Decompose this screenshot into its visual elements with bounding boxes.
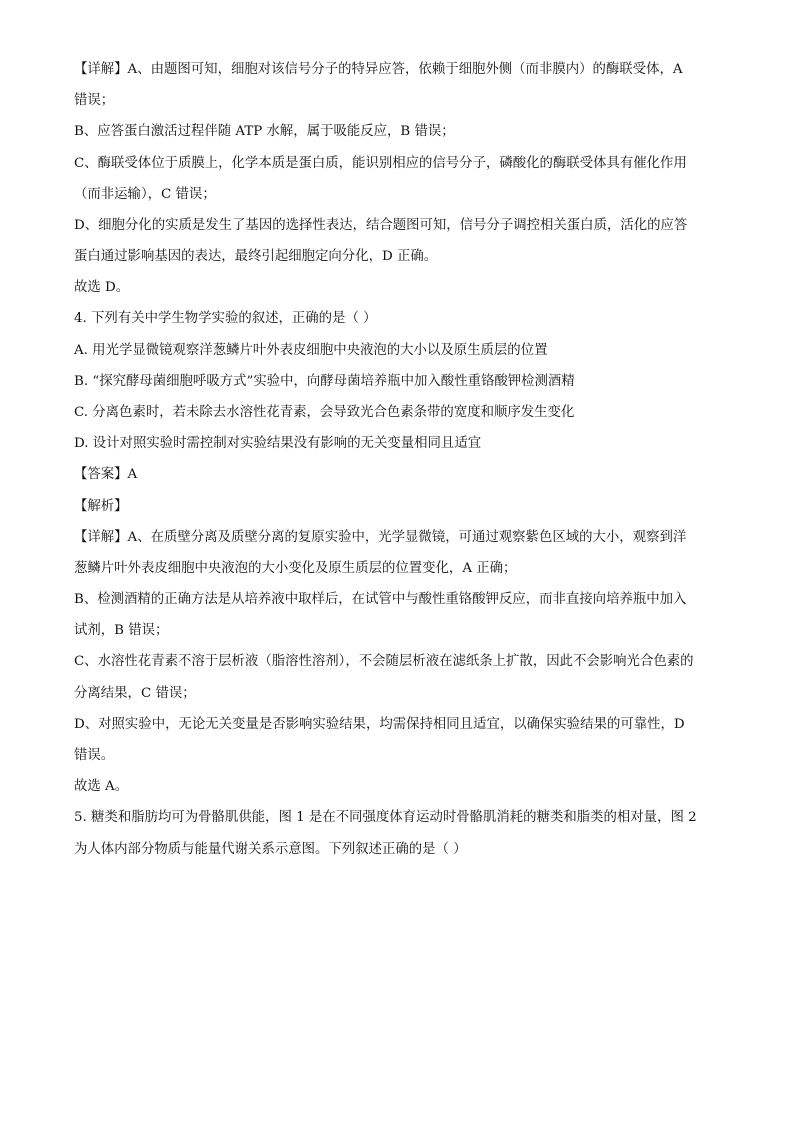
option-a: A. 用光学显微镜观察洋葱鳞片叶外表皮细胞中央液泡的大小以及原生质层的位置 <box>74 343 548 358</box>
text-line: C、水溶性花青素不溶于层析液（脂溶性溶剂），不会随层析液在滤纸条上扩散，因此不会影响光合色素的 <box>74 654 694 669</box>
text-line: 试剂，B 错误； <box>74 623 169 638</box>
text-line: （而非运输），C 错误； <box>74 187 216 202</box>
text-line: D、细胞分化的实质是发生了基因的选择性表达，结合题图可知，信号分子调控相关蛋白质，活化的应答 <box>74 218 688 233</box>
text-line: C、酶联受体位于质膜上，化学本质是蛋白质，能识别相应的信号分子，磷酸化的酶联受体具有催化作用 <box>74 156 687 171</box>
text-line: 【详解】A、由题图可知，细胞对该信号分子的特异应答，依赖于细胞外侧（而非膜内）的酶联受体，A <box>74 62 683 77</box>
text-line: B、应答蛋白激活过程伴随 ATP 水解，属于吸能反应，B 错误； <box>74 124 455 139</box>
text-line: 为人体内部分物质与能量代谢关系示意图。下列叙述正确的是（ ） <box>74 842 467 857</box>
question-stem: 4. 下列有关中学生物学实验的叙述，正确的是（ ） <box>74 311 377 326</box>
text-line: 错误。 <box>74 748 115 763</box>
option-b: B. “探究酵母菌细胞呼吸方式”实验中，向酵母菌培养瓶中加入酸性重铬酸钾检测酒精 <box>74 374 575 389</box>
text-line: 分离结果，C 错误； <box>74 686 196 701</box>
text-line: 故选 D。 <box>74 280 130 295</box>
answer-label: 【答案】A <box>74 467 138 482</box>
text-line: 故选 A。 <box>74 779 129 794</box>
text-line: B、检测酒精的正确方法是从培养液中取样后，在试管中与酸性重铬酸钾反应，而非直接向培养瓶中加入 <box>74 592 687 607</box>
text-line: 错误； <box>74 93 115 108</box>
option-c: C. 分离色素时，若未除去水溶性花青素，会导致光合色素条带的宽度和顺序发生变化 <box>74 405 575 420</box>
text-line: 蛋白通过影响基因的表达，最终引起细胞定向分化，D 正确。 <box>74 249 438 264</box>
option-d: D. 设计对照实验时需控制对实验结果没有影响的无关变量相同且适宜 <box>74 436 482 451</box>
text-line: 葱鳞片叶外表皮细胞中央液泡的大小变化及原生质层的位置变化，A 正确； <box>74 561 517 576</box>
question-stem: 5. 糖类和脂肪均可为骨骼肌供能，图 1 是在不同强度体育运动时骨骼肌消耗的糖类和脂类的相对量，图 2 <box>74 810 697 825</box>
text-line: 【详解】A、在质壁分离及质壁分离的复原实验中，光学显微镜，可通过观察紫色区域的大小，观察到洋 <box>74 530 687 545</box>
text-line: D、对照实验中，无论无关变量是否影响实验结果，均需保持相同且适宜，以确保实验结果的可靠性，D <box>74 717 685 732</box>
analysis-label: 【解析】 <box>74 499 128 514</box>
